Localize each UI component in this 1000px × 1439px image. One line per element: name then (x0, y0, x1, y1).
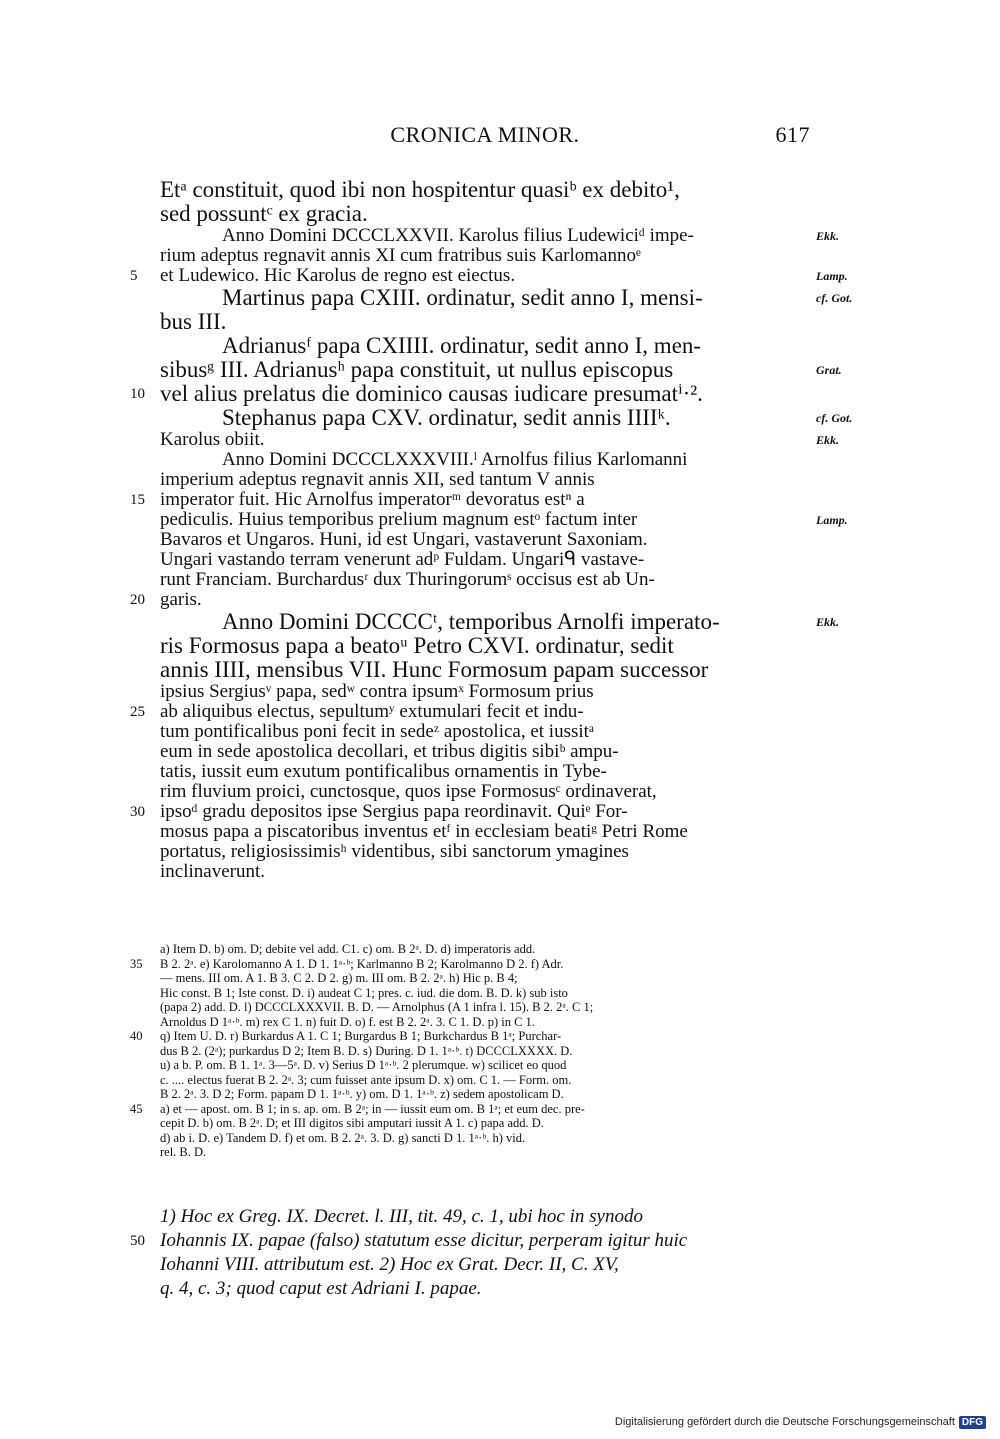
text-line (160, 450, 810, 470)
line-text: Adrianusᶠ papa CXIIII. ordinatur, sedit anno I, men- (222, 333, 702, 358)
margin-source-note: Lamp. (816, 513, 848, 527)
text-line (160, 470, 810, 490)
line-text: Martinus papa CXIII. ordinatur, sedit anno I, mensi- (222, 285, 703, 310)
line-number: 30 (130, 804, 145, 820)
text-line (130, 801, 810, 822)
text-line (160, 405, 853, 430)
line-text: cepit D. b) om. B 2ᵃ. D; et III digitos sibi amputari iussit A 1. c) papa add. D. (160, 1116, 544, 1130)
margin-source-note: cf. Got. (816, 291, 853, 305)
apparatus-line (160, 1131, 810, 1146)
footnote-line (160, 1253, 810, 1277)
line-text: Ungari vastando terram venerunt adᵖ Fuldam. Ungariᑫ vastave- (160, 549, 645, 570)
line-text: inclinaverunt. (160, 861, 265, 882)
line-text: et Ludewico. Hic Karolus de regno est eiectus. (160, 265, 516, 286)
line-text: (papa 2) add. D. l) DCCCLXXXVII. B. D. — Arnolphus (A 1 infra l. 15). B 2. 2ᵃ. C 1; (160, 1000, 594, 1014)
apparatus-line (130, 956, 810, 972)
text-line (160, 822, 810, 842)
line-text: Iohannis IX. papae (falso) statutum esse dicitur, perperam igitur huic (160, 1230, 688, 1251)
text-line (160, 550, 810, 570)
line-text: portatus, religiosissimisʰ videntibus, sibi sanctorum ymagines (160, 841, 629, 862)
line-text: annis IIII, mensibus VII. Hunc Formosum papam successor (160, 657, 709, 682)
line-text: B 2. 2ᵃ. e) Karolomanno A 1. D 1. 1ᵃ·ᵇ; Karlmanno B 2; Karolmanno D 2. f) Adr. (160, 956, 564, 971)
line-text: Anno Domini DCCCLXXXVIII.ˡ Arnolfus filius Karlomanni (222, 449, 688, 470)
text-line (160, 782, 810, 802)
line-text: dus B 2. (2ᵃ); purkardus D 2; Item B. D. s) During. D 1. 1ᵃ·ᵇ. t) DCCCLXXXX. D. (160, 1043, 573, 1058)
line-text: mosus papa a piscatoribus inventus etᶠ in ecclesiam beatiᵍ Petri Rome (160, 821, 688, 842)
text-line (160, 570, 810, 590)
line-text: Bavaros et Ungaros. Huni, id est Ungari, vastaverunt Saxoniam. (160, 529, 648, 550)
margin-source-note: cf. Got. (816, 411, 853, 425)
line-text: q. 4, c. 3; quod caput est Adriani I. papae. (160, 1278, 482, 1299)
text-line (160, 357, 842, 382)
apparatus-line (160, 1058, 810, 1073)
line-text: a) et — apost. om. B 1; in s. ap. om. B 2ᵃ; in — iussit eum om. B 1ᵃ; et eum dec. pre- (160, 1101, 585, 1116)
line-text: B 2. 2ᵃ. 3. D 2; Form. papam D 1. 1ᵃ·ᵇ. y) om. D 1. 1ᵃ·ᵇ. z) sedem apostolicam D. (160, 1087, 564, 1101)
page-number: 617 (775, 122, 810, 147)
text-line (160, 658, 810, 682)
running-header (160, 122, 810, 154)
line-number: 50 (130, 1233, 145, 1249)
line-text: pediculis. Huius temporibus prelium magnum estᵒ factum inter (160, 509, 638, 530)
line-text: c. .... electus fuerat B 2. 2ᵃ. 3; cum fuisset ante ipsum D. x) om. C 1. — Form. om. (160, 1072, 572, 1087)
text-line (160, 634, 810, 658)
apparatus-line (160, 986, 810, 1001)
funding-text: Digitalisierung gefördert durch die Deutsche Forschungsgemeinschaft (614, 1416, 955, 1428)
text-line (160, 334, 810, 358)
line-number: 10 (130, 386, 145, 402)
text-line (160, 310, 810, 334)
text-line (160, 246, 810, 266)
line-text: 1) Hoc ex Greg. IX. Decret. l. III, tit. 49, c. 1, ubi hoc in synodo (160, 1206, 643, 1227)
line-text: Hic const. B 1; Iste const. D. i) audeat C 1; pres. c. iud. die dom. B. D. k) sub isto (160, 985, 568, 1000)
line-text: bus III. (160, 309, 227, 334)
footnote-line (130, 1229, 810, 1253)
line-text: garis. (160, 589, 202, 610)
line-text: q) Item U. D. r) Burkardus A 1. C 1; Burgardus B 1; Burkchardus B 1ᵃ; Purchar- (160, 1029, 562, 1043)
line-text: Iohanni VIII. attributum est. 2) Hoc ex Grat. Decr. II, C. XV, (160, 1254, 619, 1275)
line-text: sed possuntᶜ ex gracia. (160, 201, 368, 226)
apparatus-line (160, 1044, 810, 1059)
footnote-line (160, 1205, 810, 1229)
line-text: rel. B. D. (160, 1145, 207, 1159)
line-text: runt Franciam. Burchardusʳ dux Thuringorumˢ occisus est ab Un- (160, 569, 655, 590)
text-line (130, 489, 810, 510)
critical-apparatus (130, 942, 810, 1160)
line-text: imperium adeptus regnavit annis XII, sed tantum V annis (160, 469, 595, 490)
margin-source-note: Ekk. (816, 615, 840, 629)
line-text: Anno Domini DCCCCᵗ, temporibus Arnolfi imperato- (222, 609, 720, 634)
line-text: ipsoᵈ gradu depositos ipse Sergius papa reordinavit. Quiᵉ For- (160, 801, 628, 822)
line-text: rium adeptus regnavit annis XI cum fratribus suis Karlomannoᵉ (160, 245, 641, 266)
line-text: Karolus obiit. (160, 429, 265, 450)
line-text: Anno Domini DCCCLXXVII. Karolus filius Ludewiciᵈ impe- (222, 225, 694, 246)
main-text (130, 177, 853, 882)
funding-notice (615, 1413, 986, 1431)
line-text: Stephanus papa CXV. ordinatur, sedit annis IIIIᵏ. (222, 405, 671, 430)
line-text: rim fluvium proici, cunctosque, quos ipse Formosusᶜ ordinaverat, (160, 781, 657, 802)
text-line (160, 178, 810, 202)
text-line (160, 682, 810, 702)
text-line (130, 701, 810, 722)
line-number: 45 (130, 1101, 143, 1116)
footnotes (130, 1205, 810, 1301)
line-text: sibusᵍ III. Adrianusʰ papa constituit, ut nullus episcopus (160, 357, 674, 382)
margin-source-note: Ekk. (816, 433, 840, 447)
apparatus-line (130, 1029, 810, 1044)
text-line (130, 589, 810, 610)
page-title: CRONICA MINOR. (390, 122, 580, 147)
line-text: imperator fuit. Hic Arnolfus imperatorᵐ devoratus estⁿ a (160, 489, 585, 510)
text-line (160, 842, 810, 862)
margin-source-note: Grat. (816, 363, 842, 377)
line-text: tatis, iussit eum exutum pontificalibus ornamentis in Tybe- (160, 761, 607, 782)
line-number: 35 (130, 956, 143, 971)
text-line (160, 202, 810, 226)
margin-source-note: Lamp. (816, 269, 848, 283)
text-line (160, 742, 810, 762)
line-text: vel alius prelatus die dominico causas iudicare presumatⁱ·². (160, 381, 703, 406)
apparatus-line (160, 1145, 810, 1160)
line-number: 5 (130, 268, 138, 284)
text-line (160, 429, 840, 450)
text-line (160, 762, 810, 782)
line-text: ab aliquibus electus, sepultumʸ extumulari fecit et indu- (160, 701, 584, 722)
line-text: Arnoldus D 1ᵃ·ᵇ. m) rex C 1. n) fuit D. o) f. est B 2. 2ᵃ. 3. C 1. D. p) in C 1. (160, 1014, 535, 1029)
line-text: ris Formosus papa a beatoᵘ Petro CXVI. ordinatur, sedit (160, 633, 674, 658)
apparatus-line (160, 1073, 810, 1088)
line-text: eum in sede apostolica decollari, et tribus digitis sibiᵇ ampu- (160, 741, 619, 762)
apparatus-line (160, 1116, 810, 1131)
apparatus-line (160, 971, 810, 986)
apparatus-line (160, 1015, 810, 1030)
footnote-line (160, 1277, 810, 1301)
apparatus-line (160, 1000, 810, 1015)
line-number: 20 (130, 592, 145, 608)
text-line (160, 530, 810, 550)
line-text: ipsius Sergiusᵛ papa, sedʷ contra ipsumˣ Formosum prius (160, 681, 594, 702)
text-line (160, 609, 840, 634)
dfg-logo-icon: DFG (959, 1416, 986, 1429)
text-line (160, 722, 810, 742)
text-line (130, 265, 848, 286)
apparatus-line (160, 1087, 810, 1102)
line-number: 25 (130, 704, 145, 720)
line-number: 15 (130, 492, 145, 508)
line-text: tum pontificalibus poni fecit in sedeᶻ apostolica, et iussitᵃ (160, 721, 595, 742)
apparatus-line (130, 1101, 810, 1117)
apparatus-line (160, 942, 810, 957)
line-text: d) ab i. D. e) Tandem D. f) et om. B 2. 2ᵃ. 3. D. g) sancti D 1. 1ᵃ·ᵇ. h) vid. (160, 1130, 526, 1145)
line-text: u) a b. P. om. B 1. 1ᵃ. 3—5ᵃ. D. v) Serius D 1ᵃ·ᵇ. 2 plerumque. w) scilicet eo quod (160, 1058, 567, 1072)
line-text: Etᵃ constituit, quod ibi non hospitentur quasiᵇ ex debito¹, (160, 177, 680, 202)
text-line (130, 381, 810, 406)
text-line (160, 225, 840, 246)
text-line (160, 862, 810, 882)
line-text: — mens. III om. A 1. B 3. C 2. D 2. g) m. III om. B 2. 2ᵃ. h) Hic p. B 4; (160, 971, 518, 985)
line-number: 40 (130, 1029, 143, 1043)
text-line (160, 509, 848, 530)
text-line (160, 285, 853, 310)
line-text: a) Item D. b) om. D; debite vel add. C1. c) om. B 2ᵃ. D. d) imperatoris add. (160, 942, 536, 956)
margin-source-note: Ekk. (816, 229, 840, 243)
